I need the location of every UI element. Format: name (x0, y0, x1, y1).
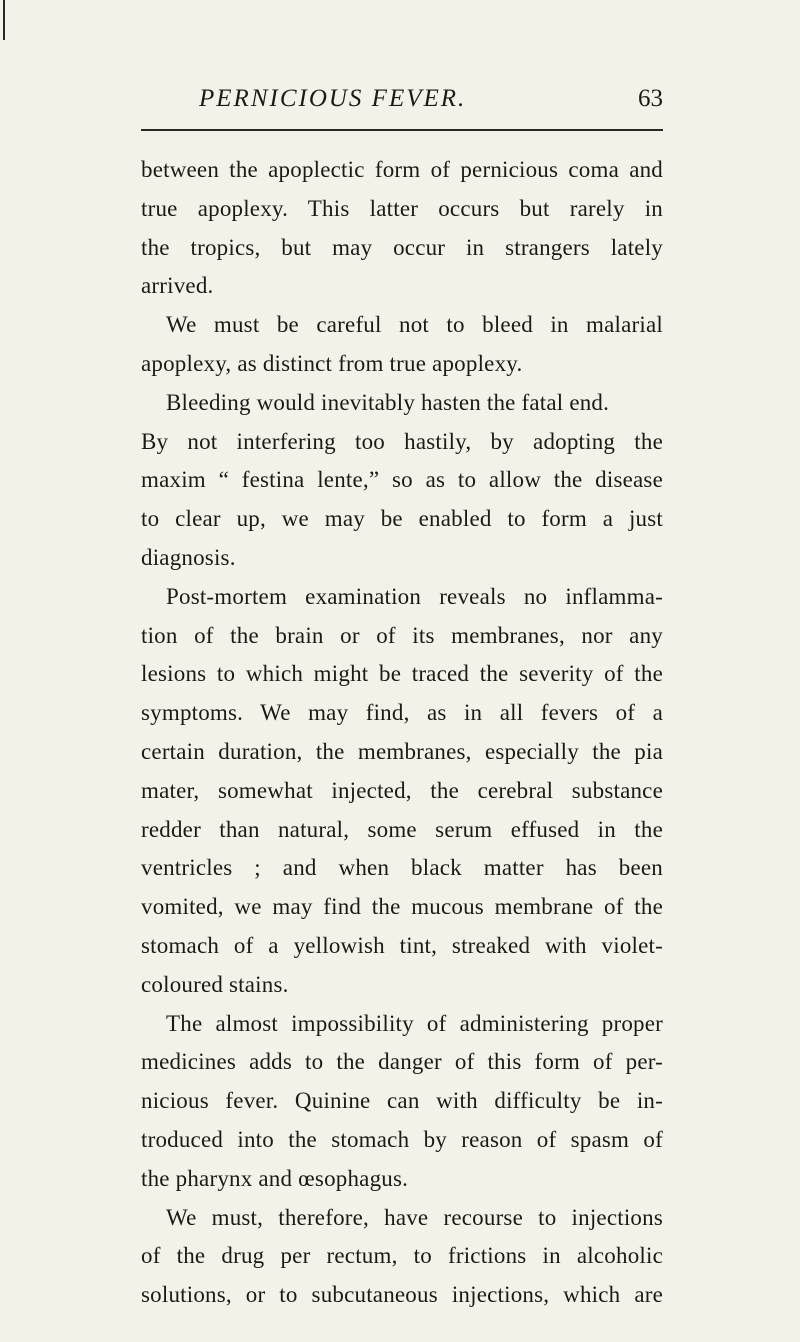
text-line: lesions to which might be traced the severity of the (141, 661, 663, 687)
paragraph-start-line: We must be careful not to bleed in malarial (166, 312, 663, 338)
text-line: troduced into the stomach by reason of spasm of (141, 1126, 663, 1152)
running-title: PERNICIOUS FEVER. (199, 85, 467, 112)
text-line: vomited, we may find the mucous membrane of the (141, 894, 663, 920)
text-line: certain duration, the membranes, especially the pia (141, 738, 663, 764)
text-line: the tropics, but may occur in strangers lately (141, 234, 663, 260)
paragraph-start-line: Bleeding would inevitably hasten the fatal end. (166, 389, 610, 415)
header-rule (141, 129, 663, 131)
page-edge-line (3, 0, 5, 40)
paragraph-start-line: The almost impossibility of administering proper (166, 1010, 663, 1036)
text-line: redder than natural, some serum effused in the (141, 816, 663, 842)
text-line: coloured stains. (141, 971, 289, 997)
paragraph-start-line: Post-mortem examination reveals no inflamma- (166, 583, 663, 609)
body-text (141, 151, 663, 1315)
text-line: tion of the brain or of its membranes, nor any (141, 622, 663, 648)
text-line: symptoms. We may find, as in all fevers of a (141, 700, 663, 726)
text-line: to clear up, we may be enabled to form a just (141, 506, 663, 532)
page-header (141, 85, 663, 121)
text-line: of the drug per rectum, to frictions in alcoholic (141, 1243, 663, 1269)
text-line: ventricles ; and when black matter has been (141, 855, 663, 881)
text-line: between the apoplectic form of pernicious coma and (141, 157, 663, 182)
text-line: maxim “ festina lente,” so as to allow the disease (141, 467, 663, 493)
page-number: 63 (638, 85, 663, 112)
text-line: nicious fever. Quinine can with difficulty be in- (141, 1088, 663, 1114)
text-line: the pharynx and œsophagus. (141, 1165, 409, 1191)
text-line: arrived. (141, 273, 214, 299)
text-line: By not interfering too hastily, by adopting the (141, 428, 663, 454)
text-line: diagnosis. (141, 544, 236, 570)
text-line: apoplexy, as distinct from true apoplexy. (141, 350, 523, 376)
text-line: solutions, or to subcutaneous injections, which are (141, 1282, 663, 1308)
paragraph-start-line: We must, therefore, have recourse to injections (166, 1204, 663, 1230)
text-line: mater, somewhat injected, the cerebral substance (141, 777, 663, 803)
text-line: stomach of a yellowish tint, streaked with violet- (141, 932, 663, 958)
text-line: true apoplexy. This latter occurs but rarely in (141, 195, 663, 221)
text-line: medicines adds to the danger of this form of per- (141, 1049, 663, 1075)
